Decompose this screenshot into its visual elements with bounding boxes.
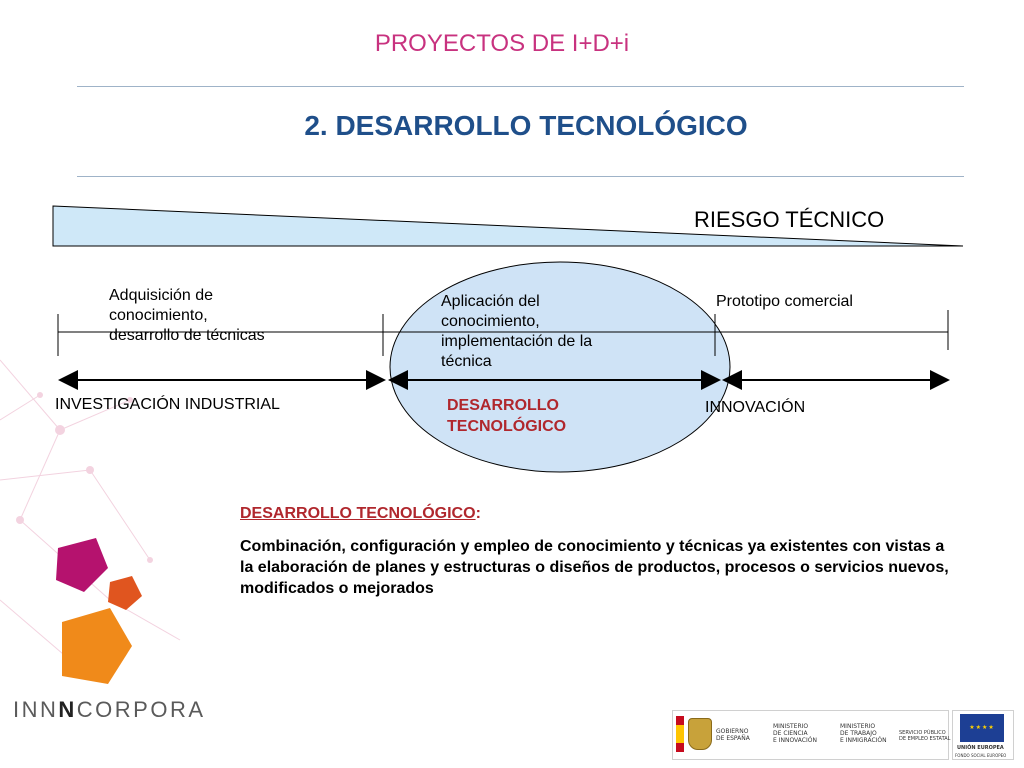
risk-label: RIESGO TÉCNICO bbox=[694, 207, 885, 232]
inncorpora-logo bbox=[13, 697, 206, 723]
gov-spain-text: GOBIERNO DE ESPAÑA bbox=[716, 728, 750, 742]
region-technological-development: DESARROLLO TECNOLÓGICO bbox=[447, 397, 567, 435]
stage-text-application: Aplicación del conocimiento, implementación de la técnica bbox=[441, 293, 593, 370]
spain-flag-icon bbox=[676, 716, 684, 752]
esf-text: FONDO SOCIAL EUROPEO bbox=[955, 753, 1007, 758]
region-industrial-research: INVESTIGACIÓN INDUSTRIAL bbox=[55, 396, 280, 413]
coat-of-arms-icon bbox=[688, 718, 712, 750]
eu-flag-icon: ★★★★ bbox=[960, 714, 1004, 742]
logo-suffix: CORPORA bbox=[76, 697, 206, 722]
section-title: 2. DESARROLLO TECNOLÓGICO bbox=[304, 110, 748, 141]
eu-text: UNIÓN EUROPEA bbox=[957, 745, 1004, 751]
logo-mid: N bbox=[58, 697, 77, 722]
ministry-science-text: MINISTERIO DE CIENCIA E INNOVACIÓN bbox=[773, 723, 817, 744]
stage-text-prototype: Prototipo comercial bbox=[716, 293, 853, 310]
region-innovation: INNOVACIÓN bbox=[705, 399, 806, 416]
definition-colon: : bbox=[475, 505, 481, 522]
stage-text-acquisition: Adquisición de conocimiento, desarrollo de técnicas bbox=[109, 287, 265, 344]
page-title: PROYECTOS DE I+D+i bbox=[374, 30, 630, 57]
employment-service-text: SERVICIO PÚBLICO DE EMPLEO ESTATAL bbox=[899, 730, 951, 742]
logo-prefix: INN bbox=[13, 697, 59, 722]
definition-block bbox=[240, 503, 960, 599]
ministry-labour-text: MINISTERIO DE TRABAJO E INMIGRACIÓN bbox=[840, 723, 887, 744]
definition-heading: DESARROLLO TECNOLÓGICO bbox=[240, 505, 476, 522]
definition-body: Combinación, configuración y empleo de conocimiento y técnicas ya existentes con vistas a la elaboración de planes y estructuras o diseños de productos, procesos o servicios nuevos, modificados o mejorados bbox=[240, 538, 949, 597]
